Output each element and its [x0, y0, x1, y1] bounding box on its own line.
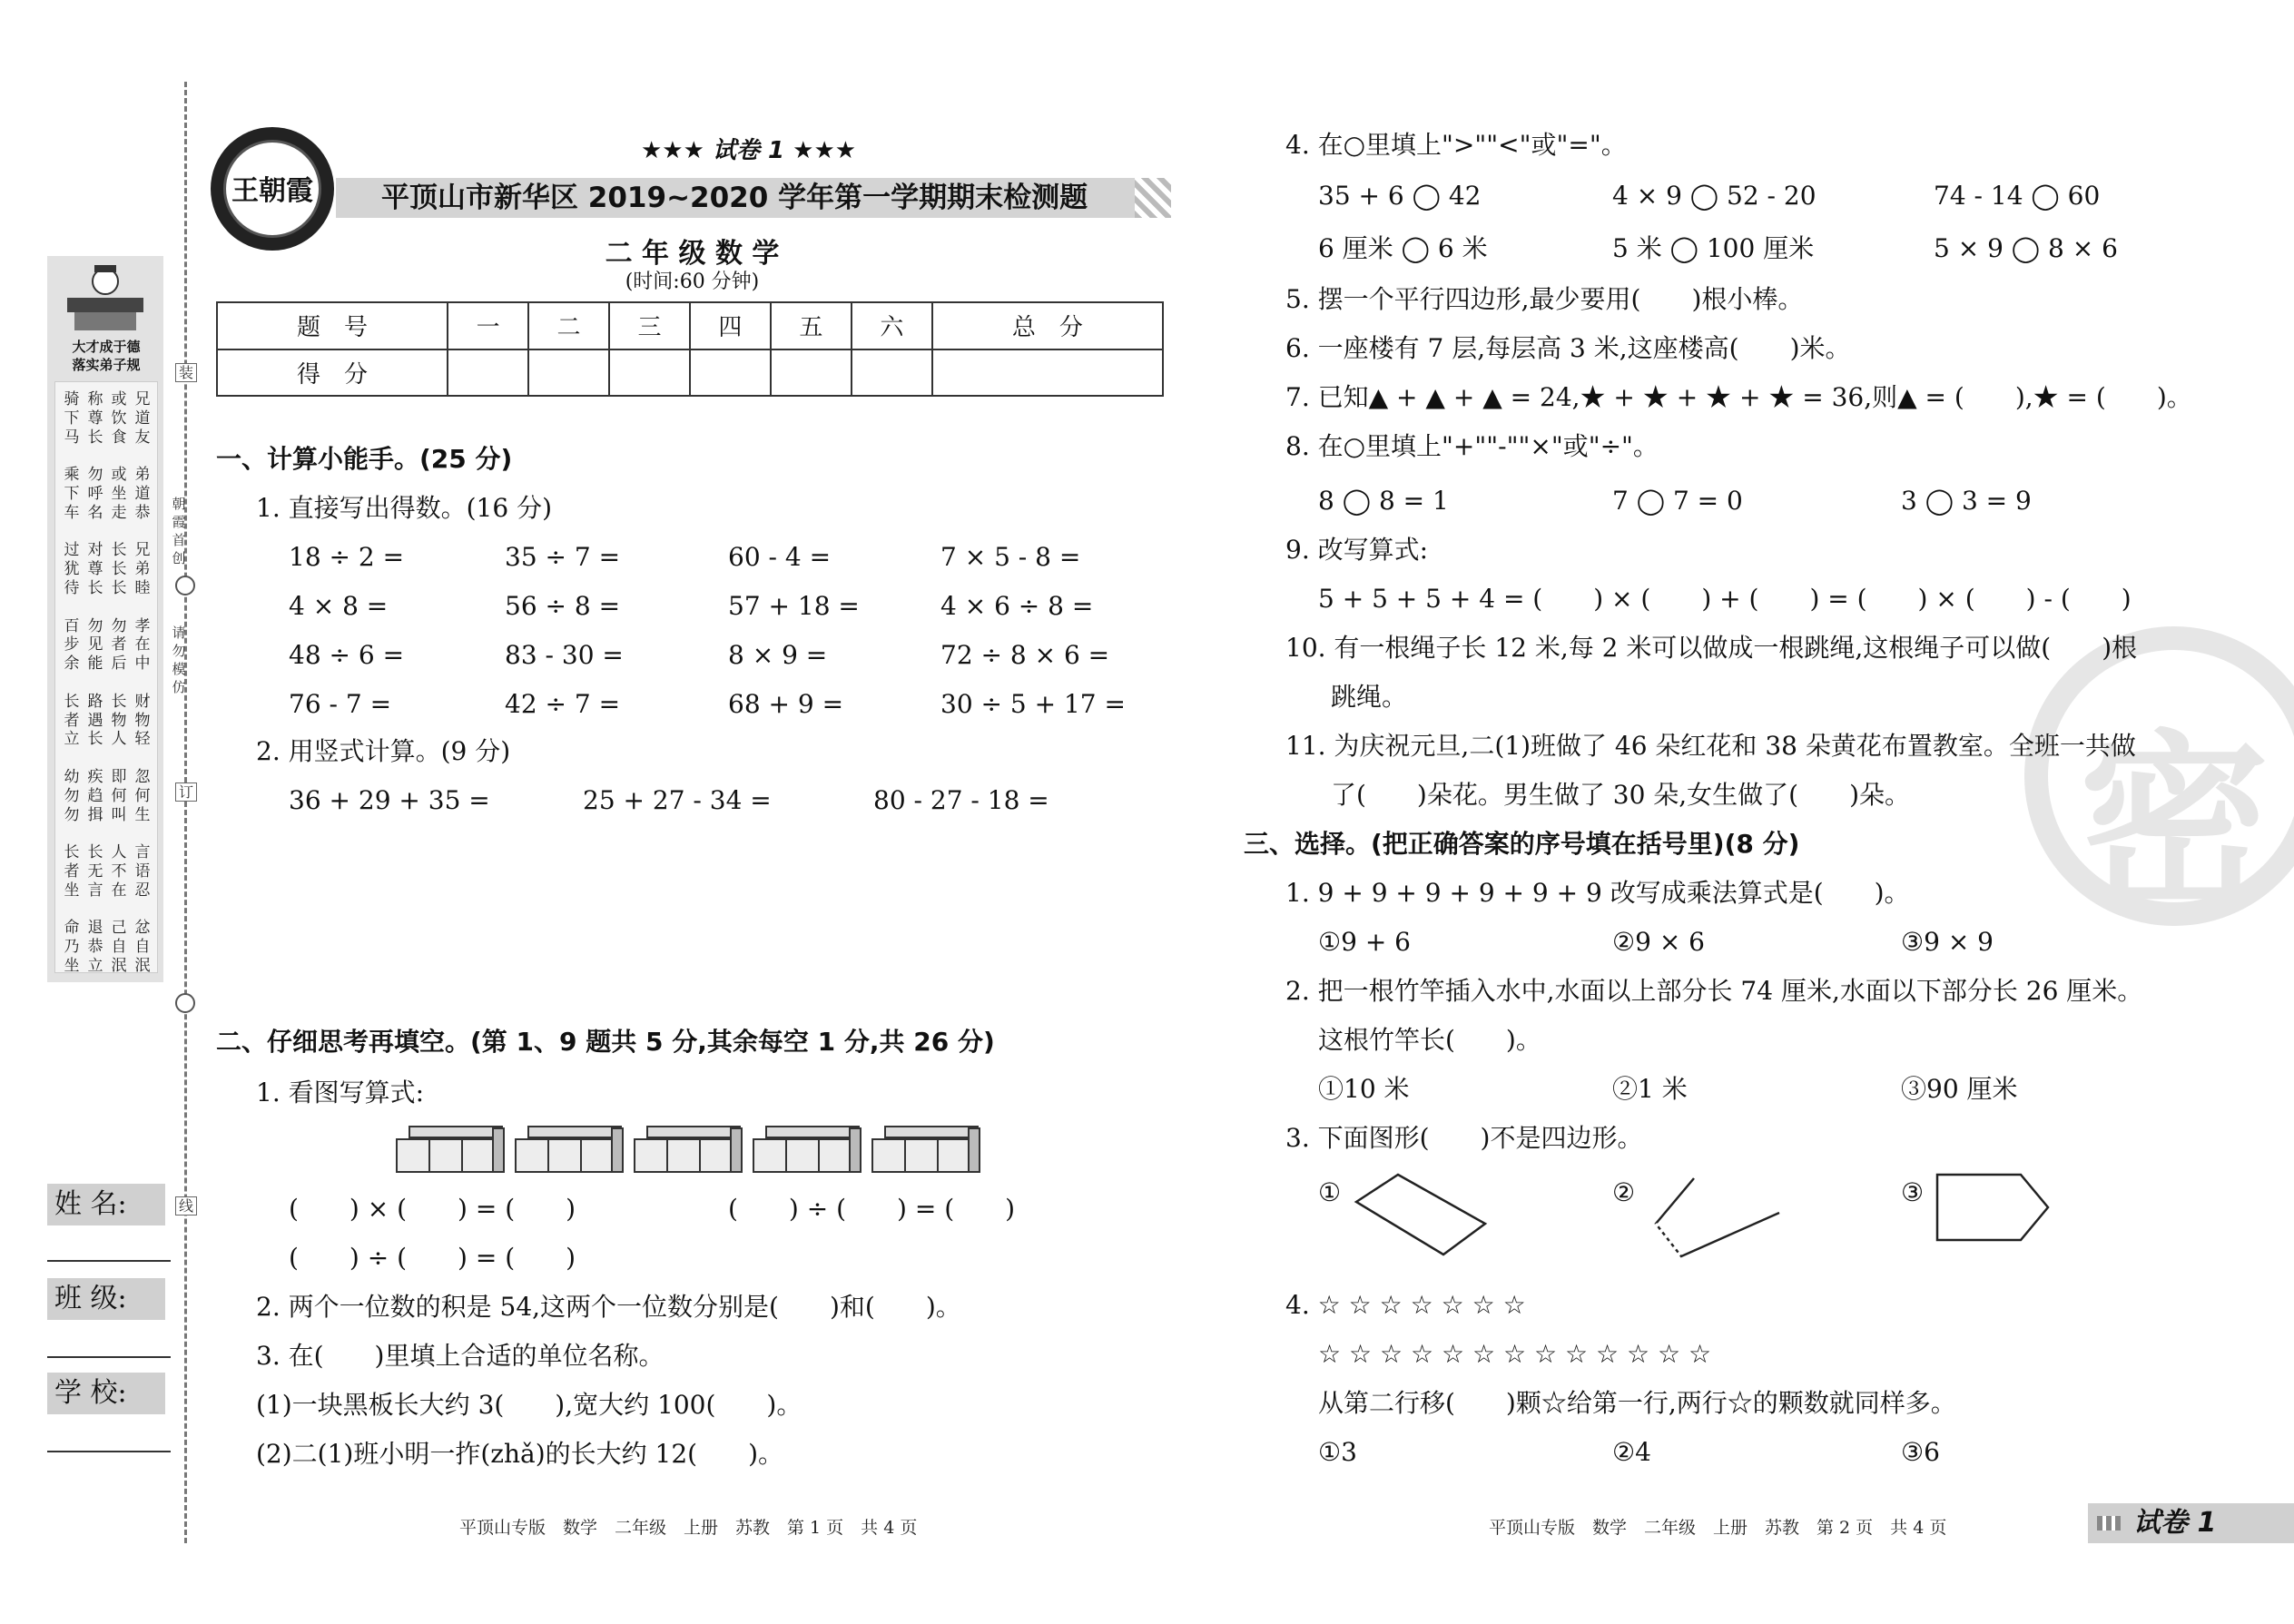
score-cell: 三 — [609, 302, 690, 349]
calc-item: 68 + 9 = — [728, 689, 844, 719]
motto-char: 趋 — [87, 786, 103, 805]
calc-item: 42 ÷ 7 = — [505, 689, 621, 719]
motto-char: 中 — [134, 655, 151, 674]
sec2-q3: 3. 在( )里填上合适的单位名称。 — [256, 1341, 665, 1371]
score-cell: 二 — [528, 302, 609, 349]
subject-title: 二 年 级 数 学 — [605, 238, 780, 270]
class-line[interactable] — [47, 1356, 171, 1358]
score-cell: 五 — [771, 302, 852, 349]
motto-char: 待 — [64, 579, 80, 597]
motto-char: 走 — [111, 503, 127, 522]
sec2-q3a: (1)一块黑板长大约 3( ),宽大约 100( )。 — [256, 1390, 802, 1420]
shape-label-2[interactable]: ② — [1612, 1177, 1636, 1207]
motto-char: 财 — [134, 692, 151, 711]
title-ribbon-pattern — [1135, 178, 1171, 218]
motto-char: 或 — [111, 390, 127, 408]
motto-char: 叫 — [111, 805, 127, 824]
q9: 9. 改写算式: — [1285, 535, 1429, 565]
motto-char: 下 — [64, 485, 80, 503]
motto-char: 者 — [64, 862, 80, 881]
motto-char: 长 — [111, 692, 127, 711]
motto-char: 余 — [64, 655, 80, 674]
choice-option[interactable]: ③9 × 9 — [1901, 927, 1994, 957]
motto-char: 人 — [111, 843, 127, 862]
motto-char: 乘 — [64, 466, 80, 485]
operator-item[interactable]: 7 ◯ 7 = 0 — [1612, 486, 1743, 516]
score-blank[interactable] — [932, 349, 1163, 397]
motto-title-1: 大才成于德 — [72, 339, 141, 355]
motto-char: 长 — [87, 843, 103, 862]
score-blank[interactable] — [852, 349, 932, 397]
motto-char: 长 — [111, 579, 127, 597]
motto-char: 称 — [87, 390, 103, 408]
section-2-title: 二、仔细思考再填空。(第 1、9 题共 5 分,其余每空 1 分,共 26 分) — [216, 1027, 995, 1057]
motto-title-2: 落实弟子规 — [72, 357, 141, 373]
watermark-glyph: 密 — [2079, 712, 2270, 936]
motto-char: 言 — [87, 881, 103, 900]
calc-item: 57 + 18 = — [728, 591, 860, 621]
calc-item: 60 - 4 = — [728, 542, 832, 572]
sec2-q1: 1. 看图写算式: — [256, 1078, 425, 1107]
motto-char: 何 — [134, 786, 151, 805]
footer-left: 平顶山专版 数学 二年级 上册 苏教 第 1 页 共 4 页 — [459, 1518, 918, 1538]
motto-char: 马 — [64, 428, 80, 447]
paper-tag: ★★★ 试卷 1 ★★★ — [641, 137, 857, 164]
vertical-note-char: 仿 — [172, 679, 186, 695]
q6: 6. 一座楼有 7 层,每层高 3 米,这座楼高( )米。 — [1285, 333, 1851, 363]
calc-item: 7 × 5 - 8 = — [940, 542, 1081, 572]
score-cell: 总 分 — [932, 302, 1163, 349]
motto-char: 勿 — [64, 786, 80, 805]
motto-char: 勿 — [64, 805, 80, 824]
cube-group — [753, 1126, 861, 1173]
motto-char: 弟 — [134, 560, 151, 579]
compare-item[interactable]: 35 + 6 ◯ 42 — [1318, 181, 1482, 211]
score-blank[interactable] — [690, 349, 771, 397]
motto-char: 乃 — [64, 938, 80, 957]
section-3-title: 三、选择。(把正确答案的序号填在括号里)(8 分) — [1244, 829, 1800, 859]
star-row-1: 4. ☆ ☆ ☆ ☆ ☆ ☆ ☆ — [1285, 1290, 1526, 1320]
motto-char: 生 — [134, 805, 151, 824]
score-cell: 题 号 — [217, 302, 448, 349]
motto-char: 睦 — [134, 579, 151, 597]
motto-char: 友 — [134, 428, 151, 447]
motto-char: 忿 — [134, 919, 151, 938]
binding-ring-2 — [175, 993, 195, 1013]
motto-char: 长 — [87, 579, 103, 597]
motto-char: 道 — [134, 408, 151, 428]
motto-char: 长 — [111, 560, 127, 579]
footer-right: 平顶山专版 数学 二年级 上册 苏教 第 2 页 共 4 页 — [1489, 1518, 1947, 1538]
calc-item: 35 ÷ 7 = — [505, 542, 621, 572]
calc-item: 30 ÷ 5 + 17 = — [940, 689, 1126, 719]
vertical-note-char: 朝 — [172, 496, 186, 512]
school-line[interactable] — [47, 1451, 171, 1452]
motto-char: 犹 — [64, 560, 80, 579]
motto-char: 忍 — [134, 881, 151, 900]
compare-item[interactable]: 74 - 14 ◯ 60 — [1934, 181, 2101, 211]
score-cell: 得 分 — [217, 349, 448, 397]
motto-char: 百 — [64, 616, 80, 635]
vertical-calc-item: 36 + 29 + 35 = — [289, 785, 490, 815]
cube-group — [396, 1126, 505, 1173]
score-value-row — [217, 349, 1163, 397]
motto-char: 食 — [111, 428, 127, 447]
motto-char: 步 — [64, 635, 80, 655]
motto-char: 自 — [134, 938, 151, 957]
motto-char: 即 — [111, 768, 127, 786]
motto-char: 不 — [111, 862, 127, 881]
motto-char: 自 — [111, 938, 127, 957]
motto-char: 孝 — [134, 616, 151, 635]
choice-3: 3. 下面图形( )不是四边形。 — [1285, 1123, 1643, 1153]
q9-item[interactable]: 5 + 5 + 5 + 4 = ( ) × ( ) + ( ) = ( ) × ( ) - ( ) — [1318, 584, 2132, 614]
choice-option[interactable]: ②4 — [1612, 1437, 1651, 1467]
score-cell: 一 — [448, 302, 528, 349]
calc-item: 48 ÷ 6 = — [289, 640, 405, 670]
motto-char: 呼 — [87, 485, 103, 503]
motto-char: 者 — [111, 635, 127, 655]
motto-char: 立 — [87, 957, 103, 975]
score-blank[interactable] — [528, 349, 609, 397]
score-blank[interactable] — [771, 349, 852, 397]
logo-text: 王朝霞 — [223, 140, 321, 238]
vertical-note-char: 模 — [172, 661, 186, 677]
formula-blank-3[interactable]: ( ) ÷ ( ) = ( ) — [289, 1243, 576, 1273]
choice-option[interactable]: ①10 米 — [1318, 1074, 1410, 1104]
motto-char: 勿 — [87, 616, 103, 635]
motto-char: 物 — [134, 711, 151, 730]
motto-char: 兄 — [134, 541, 151, 560]
motto-char: 长 — [87, 730, 103, 749]
sec1-q2: 2. 用竖式计算。(9 分) — [256, 736, 511, 766]
vertical-note-char: 请 — [172, 625, 186, 641]
choice-2-line2: 这根竹竿长( )。 — [1318, 1025, 1541, 1055]
calc-item: 8 × 9 = — [728, 640, 828, 670]
motto-char: 何 — [111, 786, 127, 805]
motto-char: 兄 — [134, 390, 151, 408]
exam-time: (时间:60 分钟) — [625, 271, 760, 293]
choice-option[interactable]: ②1 米 — [1612, 1074, 1688, 1104]
q7: 7. 已知▲ + ▲ + ▲ = 24,★ + ★ + ★ + ★ = 36,则▲ = ( ),★ = ( )。 — [1285, 382, 2192, 412]
class-label: 班 级: — [47, 1278, 165, 1320]
motto-char: 长 — [111, 541, 127, 560]
motto-char: 见 — [87, 635, 103, 655]
motto-char: 坐 — [64, 881, 80, 900]
motto-char: 揖 — [87, 805, 103, 824]
cube-group — [634, 1126, 743, 1173]
motto-char: 立 — [64, 730, 80, 749]
binding-dashed-line — [184, 82, 187, 1543]
shape-label-3[interactable]: ③ — [1901, 1177, 1925, 1207]
seal-tag-xian: 线 — [175, 1196, 197, 1216]
motto-char: 忽 — [134, 768, 151, 786]
motto-char: 在 — [134, 635, 151, 655]
section-1-title: 一、计算小能手。(25 分) — [216, 444, 513, 474]
motto-char: 轻 — [134, 730, 151, 749]
q10-line2: 跳绳。 — [1331, 682, 1408, 712]
binding-ring-1 — [175, 576, 195, 595]
shape-2-open-figure — [1643, 1171, 1788, 1262]
choice-option[interactable]: ①9 + 6 — [1318, 927, 1411, 957]
choice-4-text: 从第二行移( )颗☆给第一行,两行☆的颗数就同样多。 — [1318, 1388, 1956, 1418]
motto-char: 道 — [134, 485, 151, 503]
operator-item[interactable]: 3 ◯ 3 = 9 — [1901, 486, 2032, 516]
name-line[interactable] — [47, 1260, 171, 1262]
exam-title: 平顶山市新华区 2019~2020 学年第一学期期末检测题 — [381, 182, 1088, 214]
motto-char: 无 — [87, 862, 103, 881]
motto-char: 长 — [87, 428, 103, 447]
q11-line2: 了( )朵花。男生做了 30 朵,女生做了( )朵。 — [1331, 780, 1911, 810]
vertical-note-char: 勿 — [172, 643, 186, 659]
school-label: 学 校: — [47, 1373, 165, 1414]
motto-char: 人 — [111, 730, 127, 749]
motto-char: 幼 — [64, 768, 80, 786]
score-cell: 六 — [852, 302, 932, 349]
motto-char: 尊 — [87, 408, 103, 428]
vertical-note-char: 霞 — [172, 514, 186, 530]
motto-char: 坐 — [64, 957, 80, 975]
motto-char: 泯 — [111, 957, 127, 975]
score-table — [216, 301, 1164, 397]
motto-char: 勿 — [111, 616, 127, 635]
motto-char: 命 — [64, 919, 80, 938]
shape-label-1[interactable]: ① — [1318, 1177, 1342, 1207]
motto-char: 能 — [87, 655, 103, 674]
motto-char: 言 — [134, 843, 151, 862]
choice-option[interactable]: ③90 厘米 — [1901, 1074, 2018, 1104]
motto-char: 语 — [134, 862, 151, 881]
motto-char: 或 — [111, 466, 127, 485]
calc-item: 18 ÷ 2 = — [289, 542, 405, 572]
motto-char: 勿 — [87, 466, 103, 485]
operator-item[interactable]: 8 ◯ 8 = 1 — [1318, 486, 1449, 516]
motto-char: 对 — [87, 541, 103, 560]
q10-line1: 10. 有一根绳子长 12 米,每 2 米可以做成一根跳绳,这根绳子可以做( )根 — [1285, 633, 2138, 663]
compare-item[interactable]: 4 × 9 ◯ 52 - 20 — [1612, 181, 1816, 211]
choice-option[interactable]: ③6 — [1901, 1437, 1940, 1467]
cube-group — [515, 1126, 624, 1173]
motto-char: 长 — [64, 692, 80, 711]
compare-item[interactable]: 5 米 ◯ 100 厘米 — [1612, 233, 1815, 263]
motto-char: 疾 — [87, 768, 103, 786]
motto-char: 下 — [64, 408, 80, 428]
motto-char: 退 — [87, 919, 103, 938]
vertical-note-char: 首 — [172, 532, 186, 548]
choice-2-line1: 2. 把一根竹竿插入水中,水面以上部分长 74 厘米,水面以下部分长 26 厘米。 — [1285, 976, 2143, 1006]
motto-char: 己 — [111, 919, 127, 938]
compare-item[interactable]: 5 × 9 ◯ 8 × 6 — [1934, 233, 2118, 263]
page-tab-label: 试卷 1 — [2133, 1507, 2217, 1539]
vertical-calc-item: 80 - 27 - 18 = — [873, 785, 1049, 815]
choice-1: 1. 9 + 9 + 9 + 9 + 9 + 9 改写成乘法算式是( )。 — [1285, 878, 1910, 908]
calc-item: 4 × 8 = — [289, 591, 389, 621]
calc-item: 4 × 6 ÷ 8 = — [940, 591, 1094, 621]
motto-char: 尊 — [87, 560, 103, 579]
motto-char: 坐 — [111, 485, 127, 503]
motto-char: 恭 — [87, 938, 103, 957]
score-cell: 四 — [690, 302, 771, 349]
motto-char: 长 — [64, 843, 80, 862]
motto-char: 骑 — [64, 390, 80, 408]
q4: 4. 在○里填上">""<"或"="。 — [1285, 130, 1627, 160]
calc-item: 56 ÷ 8 = — [505, 591, 621, 621]
calc-item: 72 ÷ 8 × 6 = — [940, 640, 1110, 670]
cube-group — [871, 1126, 980, 1173]
choice-option[interactable]: ②9 × 6 — [1612, 927, 1705, 957]
motto-char: 过 — [64, 541, 80, 560]
q5: 5. 摆一个平行四边形,最少要用( )根小棒。 — [1285, 284, 1804, 314]
sec1-q1: 1. 直接写出得数。(16 分) — [256, 493, 552, 523]
vertical-calc-item: 25 + 27 - 34 = — [583, 785, 772, 815]
star-row-2: ☆ ☆ ☆ ☆ ☆ ☆ ☆ ☆ ☆ ☆ ☆ ☆ ☆ — [1318, 1339, 1712, 1369]
motto-char: 车 — [64, 503, 80, 522]
calc-item: 76 - 7 = — [289, 689, 392, 719]
motto-char: 恭 — [134, 503, 151, 522]
sec2-q3b: (2)二(1)班小明一拃(zhǎ)的长大约 12( )。 — [256, 1439, 784, 1469]
choice-option[interactable]: ①3 — [1318, 1437, 1357, 1467]
q8: 8. 在○里填上"+""-""×"或"÷"。 — [1285, 431, 1659, 461]
compare-item[interactable]: 6 厘米 ◯ 6 米 — [1318, 233, 1488, 263]
formula-blank-1[interactable]: ( ) × ( ) = ( ) — [289, 1194, 576, 1224]
motto-char: 弟 — [134, 466, 151, 485]
page-tab-pattern — [2097, 1516, 2121, 1530]
name-label: 姓 名: — [47, 1184, 165, 1225]
q11-line1: 11. 为庆祝元旦,二(1)班做了 46 朵红花和 38 朵黄花布置教室。全班一共做 — [1285, 731, 2136, 761]
motto-char: 泯 — [134, 957, 151, 975]
motto-char: 物 — [111, 711, 127, 730]
motto-char: 名 — [87, 503, 103, 522]
motto-char: 后 — [111, 655, 127, 674]
seal-tag-ding: 订 — [175, 782, 197, 802]
shape-3-pentagon — [1934, 1171, 2052, 1244]
calc-item: 83 - 30 = — [505, 640, 624, 670]
motto-char: 在 — [111, 881, 127, 900]
seal-tag-zhuang: 装 — [175, 363, 197, 382]
score-header-row — [217, 302, 1163, 349]
vertical-note-char: 创 — [172, 550, 186, 566]
motto-char: 者 — [64, 711, 80, 730]
formula-blank-2[interactable]: ( ) ÷ ( ) = ( ) — [728, 1194, 1016, 1224]
score-blank[interactable] — [609, 349, 690, 397]
motto-char: 遇 — [87, 711, 103, 730]
motto-char: 路 — [87, 692, 103, 711]
shape-1-quadrilateral — [1353, 1171, 1489, 1262]
sec2-q2: 2. 两个一位数的积是 54,这两个一位数分别是( )和( )。 — [256, 1292, 961, 1322]
motto-char: 饮 — [111, 408, 127, 428]
score-blank[interactable] — [448, 349, 528, 397]
